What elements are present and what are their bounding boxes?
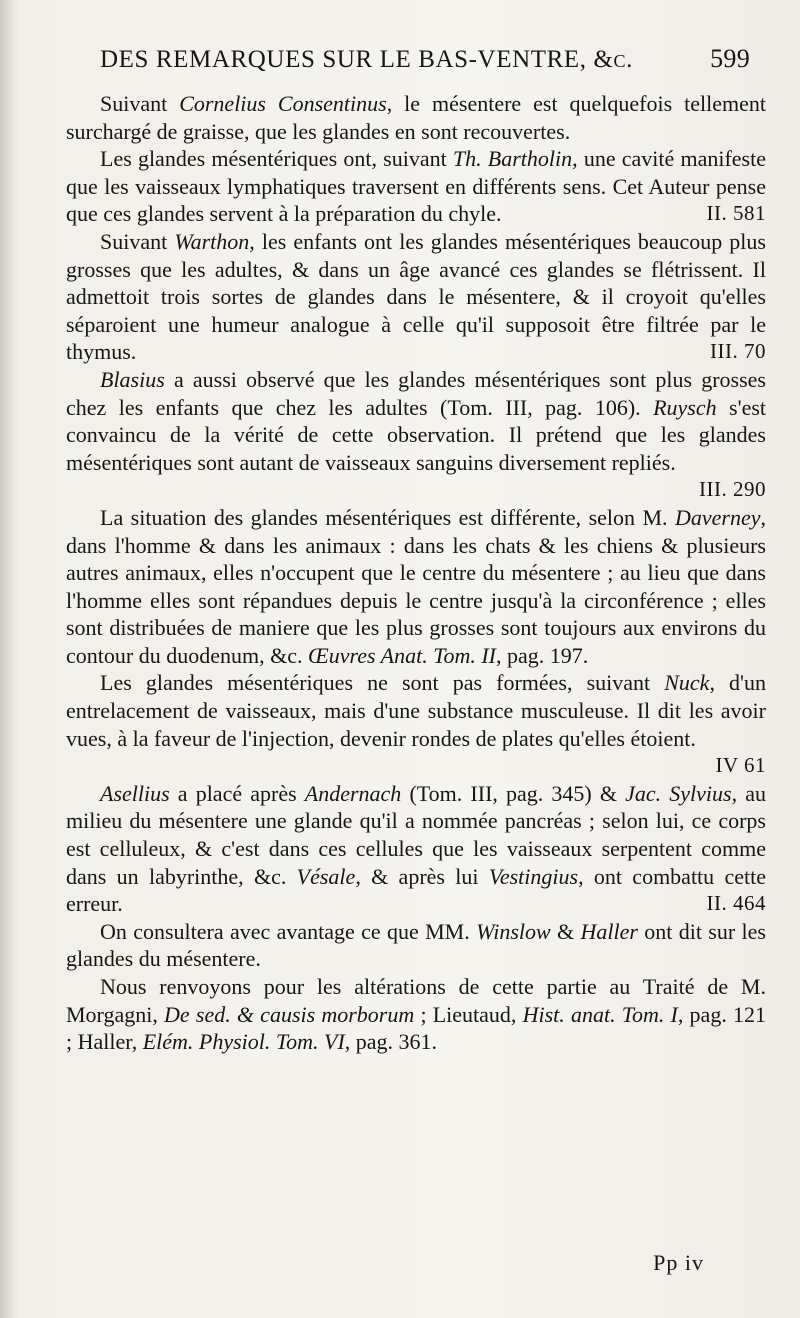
text-run: Suivant	[100, 91, 180, 116]
text-run: La situation des glandes mésentériques est différente, selon M.	[100, 504, 675, 530]
italic-text: Cornelius Consentinus	[179, 91, 387, 116]
paragraph	[66, 973, 766, 1056]
margin-reference: III. 70	[710, 339, 766, 364]
text-run: (Tom. III, pag. 345) &	[401, 780, 626, 806]
italic-text: Daverney	[674, 504, 761, 530]
running-title: DES REMARQUES SUR LE BAS-VENTRE, &c.	[100, 46, 633, 73]
catchword: Pp iv	[653, 1250, 704, 1275]
text-run: , & après lui	[355, 863, 489, 889]
running-head	[100, 44, 750, 74]
margin-reference: II. 581	[706, 201, 766, 226]
text-run: , pag. 361.	[344, 1029, 438, 1055]
text-run: , d'un entrelacement de vaisseaux, mais d'une substance musculeuse. Il dit les avoir vues, à la faveur de l'injection, devenir rondes de plates qu'elles étoient.	[66, 670, 766, 751]
margin-reference: II. 464	[706, 891, 766, 916]
italic-text: De sed. & causis morborum	[164, 1001, 415, 1027]
margin-reference: IV 61	[715, 753, 766, 778]
text-run: Les glandes mésentériques ne sont pas formées, suivant	[100, 670, 665, 696]
text-run: , les enfants ont les glandes mésentériques beaucoup plus grosses que les adultes, & dans un âge avancé ces glandes se flétrissent. Il admettoit trois sortes de glandes dans le mésentere, & il croyoit qu'elles séparoient une humeur analogue à celle qu'il supposoit être filtrée par le thymus.	[66, 228, 766, 365]
italic-text: Asellius	[100, 780, 170, 806]
text-run: Nous renvoyons pour les altérations de cette partie au Traité de M. Morgagni,	[66, 974, 766, 1027]
italic-text: Warthon	[174, 228, 250, 254]
paragraph	[66, 669, 766, 779]
text-run: , ont combattu cette erreur.	[66, 863, 766, 917]
paragraph	[66, 366, 766, 504]
paragraph	[66, 780, 766, 918]
italic-text: Nuck	[664, 670, 710, 696]
paragraph	[66, 90, 766, 145]
body-text	[66, 90, 766, 1056]
italic-text: Hist. anat. Tom. I	[522, 1001, 678, 1027]
text-run: , pag. 121 ; Haller,	[66, 1001, 766, 1055]
text-run: , le mésentere est quelquefois tellement surchargé de graisse, que les glandes en sont recouvertes.	[66, 91, 766, 144]
text-run: , une cavité manifeste que les vaisseaux lymphatiques traversent en différents sens. Cet Auteur pense que ces glandes servent à la préparation du chyle.	[66, 146, 766, 227]
italic-text: Blasius	[100, 366, 165, 392]
text-run: s'est convaincu de la vérité de cette observation. Il prétend que les glandes mésentériques sont autant de vaisseaux sanguins diversement repliés.	[66, 394, 767, 475]
italic-text: Jac. Sylvius	[625, 780, 732, 806]
text-run: Les glandes mésentériques ont, suivant	[100, 146, 453, 172]
paragraph	[66, 228, 766, 366]
text-run: On consultera avec avantage ce que MM.	[100, 918, 477, 944]
text-run: , pag. 197.	[495, 642, 589, 668]
text-run: , au milieu du mésentere une glande qu'il a nommée pancréas ; selon lui, ce corps est celluleux, & c'est dans ces cellules que les vaisseaux serpentent comme dans un labyrinthe, &c.	[66, 780, 766, 889]
text-run: a placé après	[169, 780, 305, 806]
paragraph	[66, 145, 766, 228]
text-run: , dans l'homme & dans les animaux : dans les chats & les chiens & plusieurs autres animaux, elles n'occupent que le centre du mésentere ; au lieu que dans l'homme elles sont répandues depuis le centre jusqu'à la circonférence ; elles sont distribuées de maniere que les plus grosses sont toujours aux environs du contour du duodenum, &c.	[66, 504, 766, 668]
page-number: 599	[710, 44, 750, 73]
text-run: a aussi observé que les glandes mésentériques sont plus grosses chez les enfants que chez les adultes (Tom. III, pag. 106).	[66, 366, 766, 420]
text-run: ont dit sur les glandes du mésentere.	[66, 918, 766, 972]
italic-text: Th. Bartholin	[452, 146, 573, 172]
italic-text: Ruysch	[653, 394, 717, 420]
text-run: ; Lieutaud,	[414, 1001, 523, 1027]
text-run: &	[550, 918, 581, 944]
paragraph	[66, 504, 766, 670]
italic-text: Vésale	[296, 863, 356, 889]
margin-reference: III. 290	[699, 477, 766, 502]
italic-text: Winslow	[476, 918, 551, 944]
italic-text: Elém. Physiol. Tom. VI	[142, 1029, 345, 1055]
text-run: Suivant	[100, 228, 175, 254]
italic-text: Andernach	[304, 780, 402, 806]
italic-text: Vestingius	[488, 863, 579, 889]
italic-text: Œuvres Anat. Tom. II	[307, 642, 496, 668]
paragraph	[66, 918, 766, 973]
italic-text: Haller	[580, 918, 638, 944]
